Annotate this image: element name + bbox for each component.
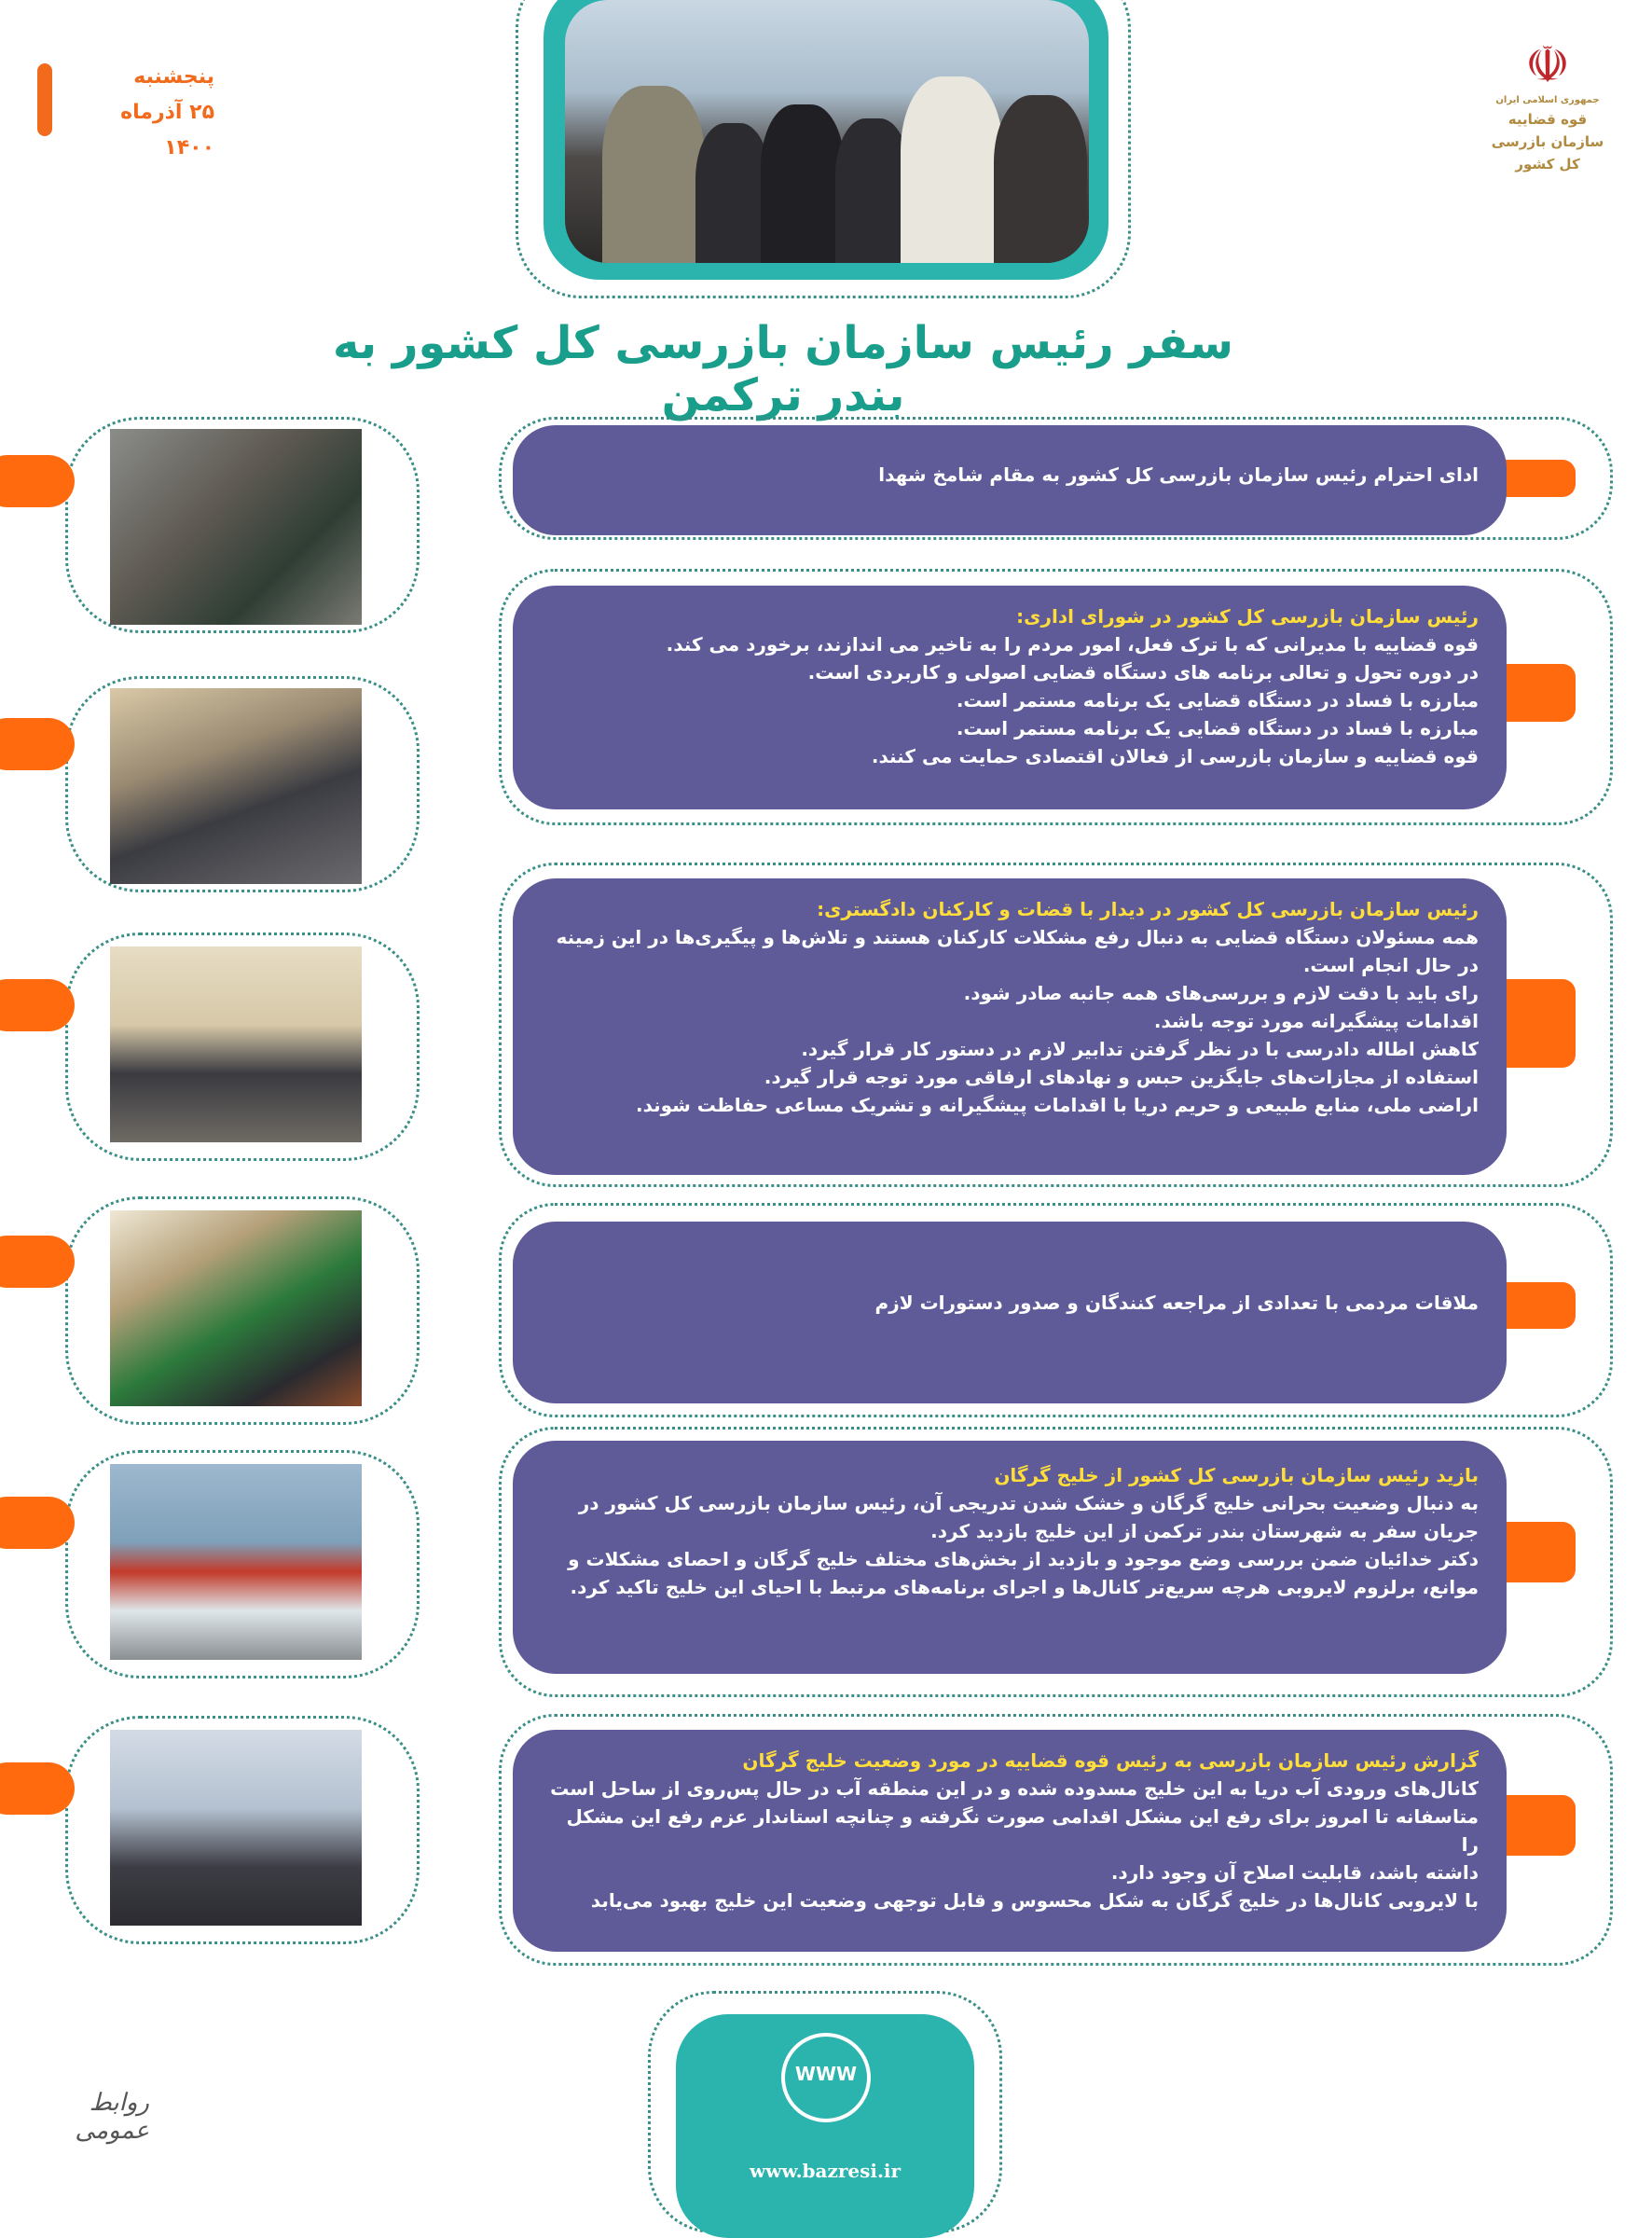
section-1-line-1: ادای احترام رئیس سازمان بازرسی کل کشور به مقام شامخ شهدا bbox=[878, 463, 1479, 486]
logo-line-2: قوه قضاییه bbox=[1507, 111, 1588, 128]
section-3-line-4: اقدامات پیشگیرانه مورد توجه باشد. bbox=[1153, 1010, 1479, 1032]
section-2-heading: رئیس سازمان بازرسی کل کشور در شورای اداری: bbox=[1016, 605, 1479, 628]
page-title: سفر رئیس سازمان بازرسی کل کشور به بندر ترکمن bbox=[333, 317, 1233, 421]
section-2-line-3: مبارزه با فساد در دستگاه قضایی یک برنامه مستمر است. bbox=[956, 689, 1479, 711]
section-6-heading: گزارش رئیس سازمان بازرسی به رئیس قوه قضاییه در مورد وضعیت خلیج گرگان bbox=[742, 1749, 1479, 1772]
photo-1-tab bbox=[0, 455, 75, 507]
photo-3-tab bbox=[0, 979, 75, 1031]
section-3-line-3: رای باید با دقت لازم و بررسی‌های همه جانبه صادر شود. bbox=[963, 982, 1479, 1004]
section-4-card bbox=[513, 1222, 1507, 1403]
section-2-line-5: قوه قضاییه و سازمان بازرسی از فعالان اقتصادی حمایت می کنند. bbox=[871, 745, 1479, 767]
date-block bbox=[65, 60, 214, 166]
photo-5-gorgan-bay-boat bbox=[110, 1464, 362, 1660]
section-5-card bbox=[513, 1441, 1507, 1674]
logo-line-3: سازمان بازرسی کل کشور bbox=[1491, 133, 1604, 173]
section-3-card bbox=[513, 878, 1507, 1175]
photo-6-report-meeting bbox=[110, 1730, 362, 1926]
section-3-line-5: کاهش اطاله دادرسی با در نظر گرفتن تدابیر لازم در دستور کار قرار گیرد. bbox=[801, 1038, 1479, 1060]
section-2-line-4: مبارزه با فساد در دستگاه قضایی یک برنامه مستمر است. bbox=[956, 717, 1479, 739]
globe-www-label: WWW bbox=[794, 2063, 858, 2085]
section-5-line-4: موانع، برلزوم لایروبی هرچه سریع‌تر کانال‌ها و اجرای برنامه‌های مرتبط با احیای این خلیج تاکید کرد. bbox=[570, 1576, 1479, 1598]
section-2-card bbox=[513, 586, 1507, 809]
public-relations-signature: روابط عمومی bbox=[75, 2089, 149, 2145]
section-3-line-2: در حال انجام است. bbox=[1302, 954, 1479, 976]
section-2-line-2: در دوره تحول و تعالی برنامه های دستگاه قضایی اصولی و کاربردی است. bbox=[807, 661, 1479, 684]
section-3-line-1: همه مسئولان دستگاه قضایی به دنبال رفع مشکلات کارکنان هستند و تلاش‌ها و پیگیری‌ها در این زمینه bbox=[556, 926, 1479, 948]
date-accent-bar bbox=[37, 63, 52, 136]
section-5-line-1: به دنبال وضعیت بحرانی خلیج گرگان و خشک شدن تدریجی آن، رئیس سازمان بازرسی کل کشور در bbox=[578, 1492, 1479, 1514]
website-link[interactable]: www.bazresi.ir bbox=[749, 2160, 902, 2182]
section-5-heading: بازید رئیس سازمان بازرسی کل کشور از خلیج گرگان bbox=[994, 1464, 1479, 1486]
day-label: پنجشنبه bbox=[133, 65, 214, 89]
date-label: ۲۵ آذرماه ۱۴۰۰ bbox=[120, 101, 214, 159]
section-6-line-1: کانال‌های ورودی آب دریا به این خلیج مسدوده شده و در این منطقه آب در حال پس‌روی از ساحل است bbox=[550, 1777, 1479, 1800]
section-5-line-3: دکتر خدائیان ضمن بررسی وضع موجود و بازدید از بخش‌های مختلف خلیج گرگان و احصای مشکلات و bbox=[568, 1548, 1479, 1570]
photo-4-public-meeting bbox=[110, 1210, 362, 1406]
top-photo bbox=[565, 0, 1089, 263]
judiciary-logo bbox=[1482, 37, 1613, 186]
section-6-card bbox=[513, 1730, 1507, 1952]
section-2-line-1: قوه قضاییه با مدیرانی که با ترک فعل، امور مردم را به تاخیر می اندازند، برخورد می کند. bbox=[666, 633, 1479, 656]
section-6-line-2: متاسفانه تا امروز برای رفع این مشکل اقدامی صورت نگرفته و چنانچه استاندار عزم رفع این مشکل را bbox=[566, 1805, 1479, 1856]
photo-4-tab bbox=[0, 1236, 75, 1288]
section-5-line-2: جریان سفر به شهرستان بندر ترکمن از این خلیج بازدید کرد. bbox=[930, 1520, 1479, 1542]
section-3-line-7: اراضی ملی، منابع طبیعی و حریم دریا با اقدامات پیشگیرانه و تشریک مساعی حفاظت شوند. bbox=[635, 1094, 1479, 1116]
section-1-card bbox=[513, 425, 1507, 535]
section-3-heading: رئیس سازمان بازرسی کل کشور در دیدار با قضات و کارکنان دادگستری: bbox=[817, 898, 1479, 920]
photo-2-administrative-council bbox=[110, 688, 362, 884]
emblem-icon: ☫ bbox=[1524, 35, 1571, 94]
section-6-line-4: با لایروبی کانال‌ها در خلیج گرگان به شکل محسوس و قابل توجهی وضعیت این خلیج بهبود می‌یابد bbox=[590, 1889, 1479, 1912]
photo-5-tab bbox=[0, 1497, 75, 1549]
photo-3-court-meeting bbox=[110, 946, 362, 1142]
photo-1-martyrs-tomb bbox=[110, 429, 362, 625]
photo-6-tab bbox=[0, 1762, 75, 1815]
section-3-line-6: استفاده از مجازات‌های جایگزین حبس و نهادهای ارفاقی مورد توجه قرار گیرد. bbox=[764, 1066, 1479, 1088]
logo-line-1: جمهوری اسلامی ایران bbox=[1495, 95, 1600, 105]
section-6-line-3: داشته باشد، قابلیت اصلاح آن وجود دارد. bbox=[1110, 1861, 1479, 1884]
photo-2-tab bbox=[0, 718, 75, 770]
section-4-line-1: ملاقات مردمی با تعدادی از مراجعه کنندگان و صدور دستورات لازم bbox=[874, 1292, 1479, 1314]
